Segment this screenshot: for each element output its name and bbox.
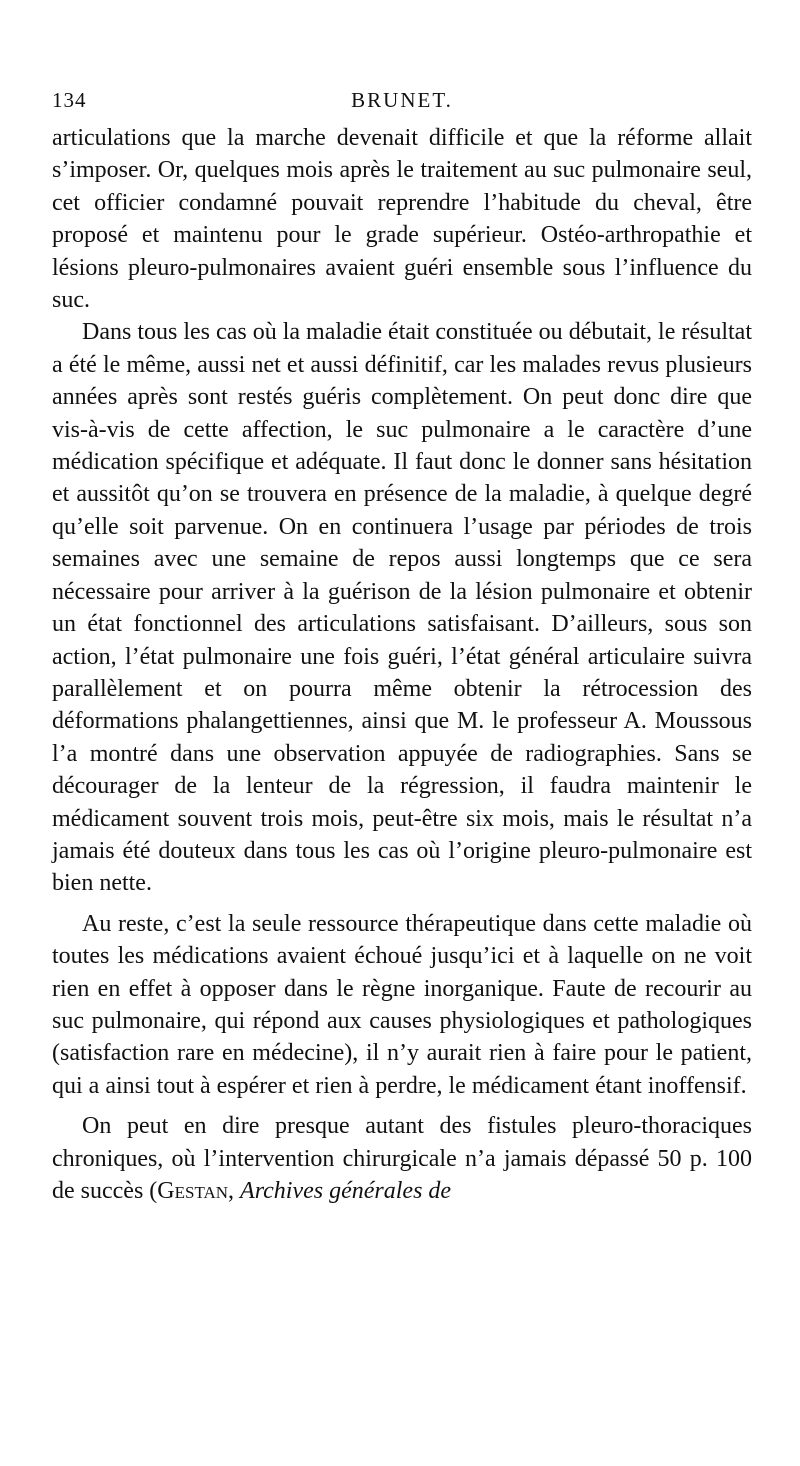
paragraph-4 xyxy=(52,1110,752,1207)
paragraph-3: Au reste, c’est la seule ressource thérapeutique dans cette maladie où toutes les médications avaient échoué jusqu’ici et à laquelle on ne voit rien en effet à opposer dans le règne inorganique. Faute de recourir au suc pulmonaire, qui répond aux causes physiologiques et pathologiques (satisfaction rare en médecine), il n’y aurait rien à faire pour le patient, qui a ainsi tout à espérer et rien à perdre, le médicament étant inoffensif. xyxy=(52,910,752,1099)
paragraph-4-text: On peut en dire presque autant des fistules pleuro-thoraciques chroniques, où l’intervention chirurgicale n’a jamais dépassé 50 p. 100 de succès ( xyxy=(52,1113,752,1204)
journal-citation: Archives générales de xyxy=(240,1178,452,1204)
paragraph-4-separator: , xyxy=(228,1178,241,1204)
running-head xyxy=(52,88,752,122)
paragraph-1: articulations que la marche devenait difficile et que la réforme allait s’imposer. Or, quelques mois après le traitement au suc pulmonaire seul, cet officier condamné pouvait reprendre l’habitude du cheval, être proposé et maintenu pour le grade supérieur. Ostéo-arthropathie et lésions pleuro-pulmonaires avaient guéri ensemble sous l’influence du suc. xyxy=(52,125,752,314)
page xyxy=(52,88,752,1207)
paragraph-2: Dans tous les cas où la maladie était constituée ou débutait, le résultat a été le même, aussi net et aussi définitif, car les malades revus plusieurs années après sont restés guéris complètement. On peut donc dire que vis-à-vis de cette affection, le suc pulmonaire a le caractère d’une médication spécifique et adéquate. Il faut donc le donner sans hésitation et aussitôt qu’on se trouvera en présence de la maladie, à quelque degré qu’elle soit parvenue. On en continuera l’usage par périodes de trois semaines avec une semaine de repos aussi longtemps que ce sera nécessaire pour arriver à la guérison de la lésion pulmonaire et obtenir un état fonctionnel des articulations satisfaisant. D’ailleurs, sous son action, l’état pulmonaire une fois guéri, l’état général articulaire suivra parallèlement et on pourra même obtenir la rétrocession des déformations phalangettiennes, ainsi que M. le professeur A. Moussous l’a montré dans une observation appuyée de radiographies. Sans se décourager de la lenteur de la régression, il faudra maintenir le médicament souvent trois mois, peut-être six mois, mais le résultat n’a jamais été douteux dans tous les cas où l’origine pleuro-pulmonaire est bien nette. xyxy=(52,319,752,897)
running-title: BRUNET. xyxy=(351,88,453,112)
page-number: 134 xyxy=(52,88,87,112)
author-citation: Gestan xyxy=(157,1178,229,1204)
